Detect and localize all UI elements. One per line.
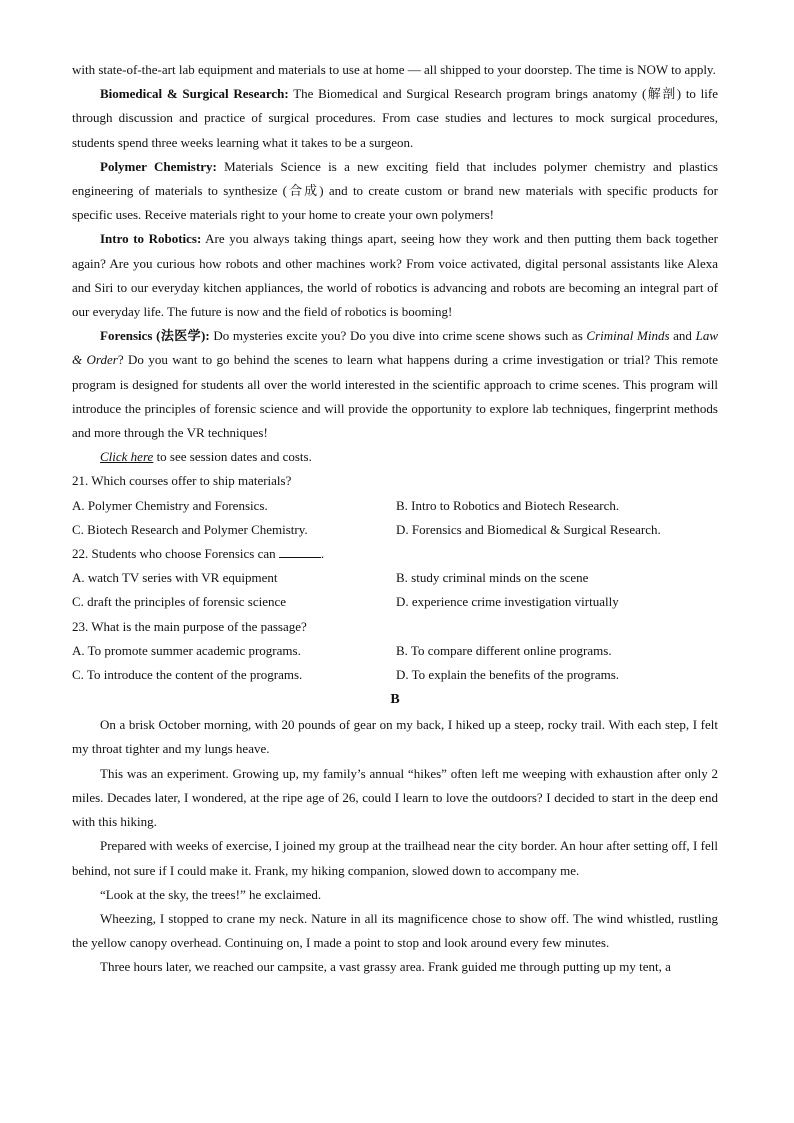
- option: A. To promote summer academic programs.: [72, 642, 301, 658]
- question-stem: 21. Which courses offer to ship materials?: [72, 473, 292, 489]
- option: B. Intro to Robotics and Biotech Research.: [396, 497, 620, 513]
- click-here-link[interactable]: Click here: [100, 449, 154, 465]
- option: A. watch TV series with VR equipment: [72, 570, 278, 586]
- question-stem: 22. Students who choose Forensics can: [72, 546, 276, 562]
- story-paragraph: “Look at the sky, the trees!” he exclaimed.: [100, 886, 322, 902]
- program-biomedical: [72, 82, 718, 155]
- program-forensics: [72, 324, 718, 445]
- program-title: Biomedical & Surgical Research:: [100, 86, 289, 102]
- question-options: [72, 494, 718, 542]
- program-title: Polymer Chemistry:: [100, 158, 217, 174]
- program-title: Forensics (法医学):: [100, 328, 210, 344]
- story-paragraph: Wheezing, I stopped to crane my neck. Nature in all its magnificence chose to show off. The wind whistled, rustling the yellow canopy overhead. Continuing on, I made a point to stop and look around every few minutes.: [72, 910, 718, 951]
- program-body: and: [669, 328, 696, 344]
- option: D. experience crime investigation virtually: [396, 594, 619, 610]
- option: B. To compare different online programs.: [396, 642, 612, 658]
- program-title: Intro to Robotics:: [100, 231, 202, 247]
- option: C. draft the principles of forensic science: [72, 594, 287, 610]
- story-paragraph: Three hours later, we reached our campsite, a vast grassy area. Frank guided me through putting up my tent, a: [100, 959, 671, 975]
- question-stem: 23. What is the main purpose of the passage?: [72, 618, 307, 634]
- section-heading: B: [390, 692, 400, 708]
- click-rest: to see session dates and costs.: [153, 449, 312, 465]
- click-line: [72, 445, 718, 469]
- program-body: Materials Science is a new exciting field that includes polymer chemistry and plastics engineering of materials to synthesize (合成) and to create custom or brand new materials with specific products for specific uses. Receive materials right to your home to create your own polymers!: [72, 158, 718, 223]
- option: A. Polymer Chemistry and Forensics.: [72, 497, 268, 513]
- story-paragraph: Prepared with weeks of exercise, I joined my group at the trailhead near the city border. An hour after setting off, I fell behind, not sure if I could make it. Frank, my hiking companion, slowed down to accompany me.: [72, 838, 718, 878]
- program-robotics: [72, 227, 718, 324]
- show-title: Law & Order: [72, 328, 718, 368]
- program-body: Are you always taking things apart, seeing how they work and then putting them back together again? Are you curious how robots and other machines work? From voice activated, digital personal assistants like Alexa and Siri to our everyday kitchen appliances, the world of robotics is advancing and robots are becoming an integral part of our everyday life. The future is now and the field of robotics is booming!: [72, 231, 718, 320]
- question-options: [72, 639, 718, 687]
- program-body: Do mysteries excite you? Do you dive into crime scene shows such as: [209, 328, 587, 344]
- program-body: The Biomedical and Surgical Research program brings anatomy (解剖) to life through discussion and practice of surgical procedures. From case studies and lectures to mock surgical procedures, students spend three weeks learning what it takes to be a surgeon.: [72, 86, 718, 150]
- option: C. To introduce the content of the programs.: [72, 667, 303, 683]
- question-row: 22. Students who choose Forensics can .: [72, 546, 325, 562]
- option: C. Biotech Research and Polymer Chemistry.: [72, 521, 308, 537]
- answer-blank: [279, 546, 321, 558]
- option: B. study criminal minds on the scene: [396, 570, 589, 586]
- exam-page: [72, 58, 718, 980]
- question-options: [72, 566, 718, 614]
- story-paragraph: On a brisk October morning, with 20 pounds of gear on my back, I hiked up a steep, rocky trail. With each step, I felt my throat tighter and my lungs heave.: [72, 717, 718, 757]
- show-title: Criminal Minds: [586, 328, 670, 344]
- option: D. To explain the benefits of the programs.: [396, 667, 620, 683]
- option: D. Forensics and Biomedical & Surgical Research.: [396, 521, 661, 537]
- program-polymer: [72, 155, 718, 228]
- intro-tail: with state-of-the-art lab equipment and materials to use at home — all shipped to your doorstep. The time is NOW to apply.: [72, 62, 716, 77]
- story-paragraph: This was an experiment. Growing up, my family’s annual “hikes” often left me weeping with exhaustion after only 2 miles. Decades later, I wondered, at the ripe age of 26, could I learn to love the outdoors? I decided to start in the deep end with this hiking.: [72, 765, 718, 830]
- program-body: ? Do you want to go behind the scenes to learn what happens during a crime investigation or trial? This remote program is designed for students all over the world interested in the scientific approach to crime scenes. This program will introduce the principles of forensic science and will provide the opportunity to explore lab techniques, fingerprint methods and more through the VR techniques!: [72, 352, 718, 441]
